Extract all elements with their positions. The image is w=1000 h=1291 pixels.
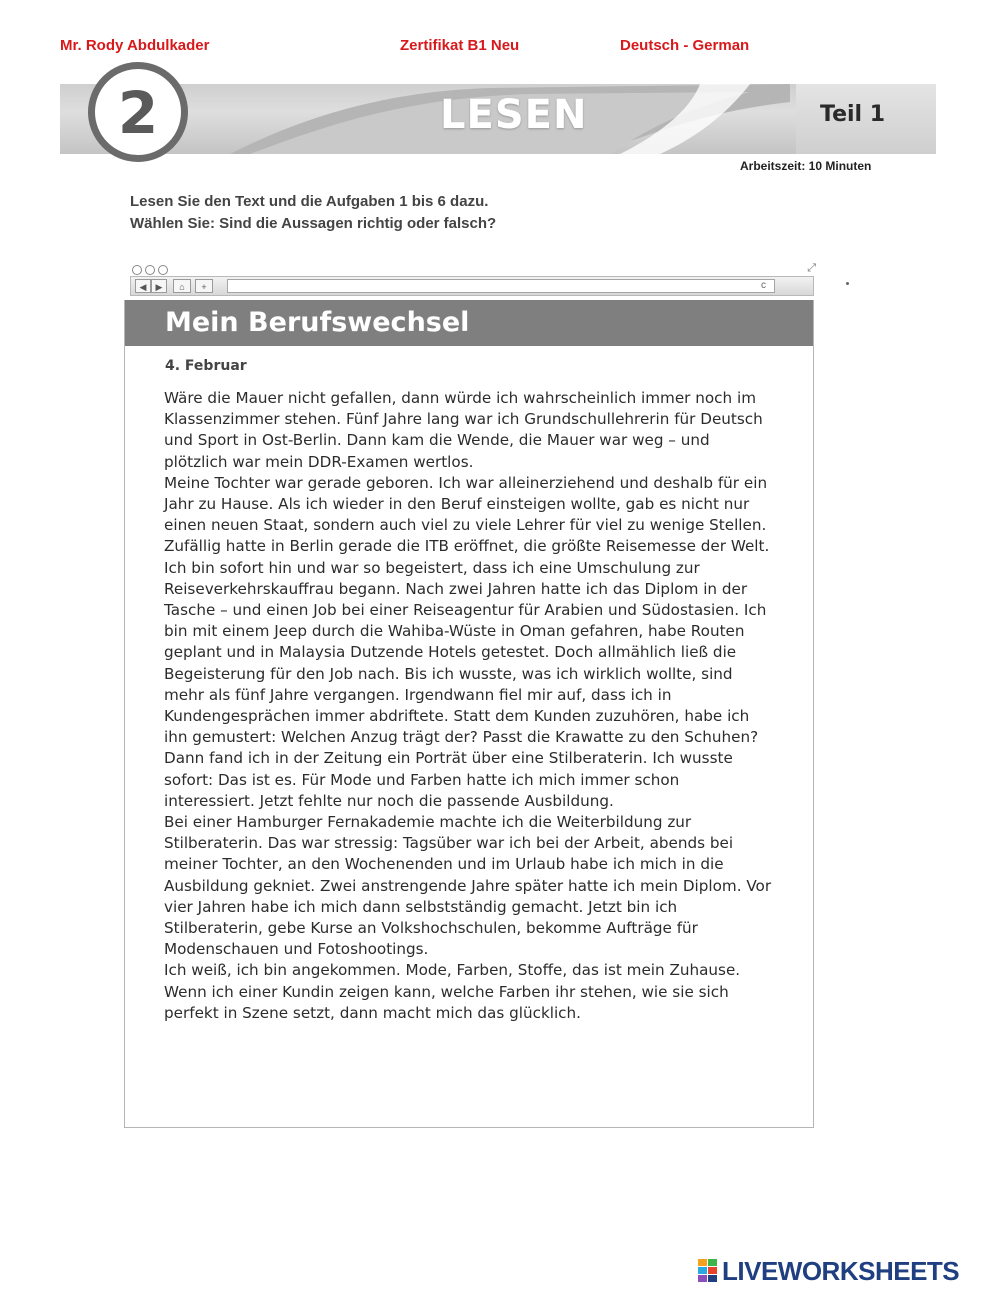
section-number-circle bbox=[88, 62, 188, 162]
article-paragraph-3: Zufällig hatte in Berlin gerade die ITB eröffnet, die größte Reisemesse der Welt. Ich bin sofort hin und war so begeistert, dass ich eine Umschulung zur Reiseverkehrskauffrau begann. Nach zwei Jahren hatte ich das Diplom in der Tasche – und einen Job bei einer Reiseagentur für Arabien und Südostasien. Ich bin mit einem Jeep durch die Wahiba-Wüste in Oman gefahren, habe Routen geplant und in Malaysia Dutzende Hotels getestet. Doch allmählich ließ die Begeisterung für den Job nach. Bis ich wusste, was ich wirklich wollte, sind mehr als fünf Jahre vergangen. Irgendwann fiel mir auf, dass ich in Kundengesprächen immer abdriftete. Statt dem Kunden zuzuhören, habe ich ihn gemustert: Welchen Anzug trägt der? Passt die Krawatte zu den Schuhen? Dann fand ich in der Zeitung ein Porträt über eine Stilberaterin. Ich wusste sofort: Das ist es. Für Mode und Farben hatte ich mich immer schon interessiert. Jetzt fehlte nur noch die passende Ausbildung. bbox=[164, 537, 770, 810]
home-button[interactable]: ⌂ bbox=[173, 279, 191, 293]
article-paragraph-5: Ich weiß, ich bin angekommen. Mode, Farben, Stoffe, das ist mein Zuhause. Wenn ich einer Kundin zeigen kann, welche Farben ihr stehen, wie sie sich perfekt in Szene setzt, dann macht mich das glücklich. bbox=[164, 961, 741, 1022]
instruction-line-1: Lesen Sie den Text und die Aufgaben 1 bis 6 dazu. bbox=[130, 193, 489, 210]
header-language: Deutsch - German bbox=[620, 37, 750, 54]
add-bookmark-button[interactable]: + bbox=[195, 279, 213, 293]
logo-text: LIVEWORKSHEETS bbox=[722, 1256, 960, 1286]
article-body bbox=[164, 388, 774, 1024]
address-bar[interactable] bbox=[227, 279, 775, 293]
article-paragraph-2: Meine Tochter war gerade geboren. Ich war alleinerziehend und deshalb für ein Jahr zu Hause. Als ich wieder in den Beruf einsteigen wollte, gab es nicht nur einen neuen Staat, sondern auch viel zu viele Lehrer für viel zu wenige Stellen. bbox=[164, 473, 768, 535]
article-date: 4. Februar bbox=[165, 358, 247, 374]
page-content bbox=[124, 300, 814, 1128]
minimize-dot-icon[interactable] bbox=[145, 265, 155, 275]
work-time: Arbeitszeit: 10 Minuten bbox=[740, 159, 872, 173]
article-paragraph-1: Wäre die Mauer nicht gefallen, dann würde ich wahrscheinlich immer noch im Klassenzimmer stehen. Fünf Jahre lang war ich Grundschullehrerin für Deutsch und Sport in Ost-Berlin. Dann kam die Wende, die Mauer war weg – und plötzlich war mein DDR-Examen wertlos. bbox=[164, 389, 763, 471]
browser-window bbox=[124, 262, 814, 1128]
article-paragraph-4: Bei einer Hamburger Fernakademie machte ich die Weiterbildung zur Stilberaterin. Das war stressig: Tagsüber war ich bei der Arbeit, abends bei meiner Tochter, an den Wochenenden und im Urlaub habe ich mich in die Ausbildung gekniet. Zwei anstrengende Jahre später hatte ich mein Diplom. Vor vier Jahren habe ich mich dann selbstständig gemacht. Jetzt bin ich Stilberaterin, gebe Kurse an Volkshochschulen, bekomme Aufträge für Modenschauen und Fotoshootings. bbox=[164, 813, 772, 959]
scan-speck bbox=[846, 282, 849, 285]
part-label: Teil 1 bbox=[820, 102, 886, 127]
window-controls bbox=[132, 262, 171, 274]
header-certificate: Zertifikat B1 Neu bbox=[400, 37, 520, 54]
section-banner bbox=[60, 79, 936, 154]
fullscreen-icon[interactable]: ⤢ bbox=[807, 262, 816, 274]
logo-mark-icon bbox=[698, 1259, 718, 1283]
browser-toolbar bbox=[130, 276, 814, 296]
zoom-dot-icon[interactable] bbox=[158, 265, 168, 275]
close-dot-icon[interactable] bbox=[132, 265, 142, 275]
forward-button[interactable]: ▶ bbox=[151, 279, 167, 293]
back-button[interactable]: ◀ bbox=[135, 279, 151, 293]
section-number: 2 bbox=[117, 79, 159, 147]
header-author: Mr. Rody Abdulkader bbox=[60, 37, 210, 54]
title-bar bbox=[125, 300, 813, 346]
reload-icon[interactable]: c bbox=[761, 280, 766, 291]
section-title: LESEN bbox=[440, 92, 588, 138]
article-title: Mein Berufswechsel bbox=[165, 307, 470, 338]
instruction-line-2: Wählen Sie: Sind die Aussagen richtig oder falsch? bbox=[130, 215, 497, 232]
